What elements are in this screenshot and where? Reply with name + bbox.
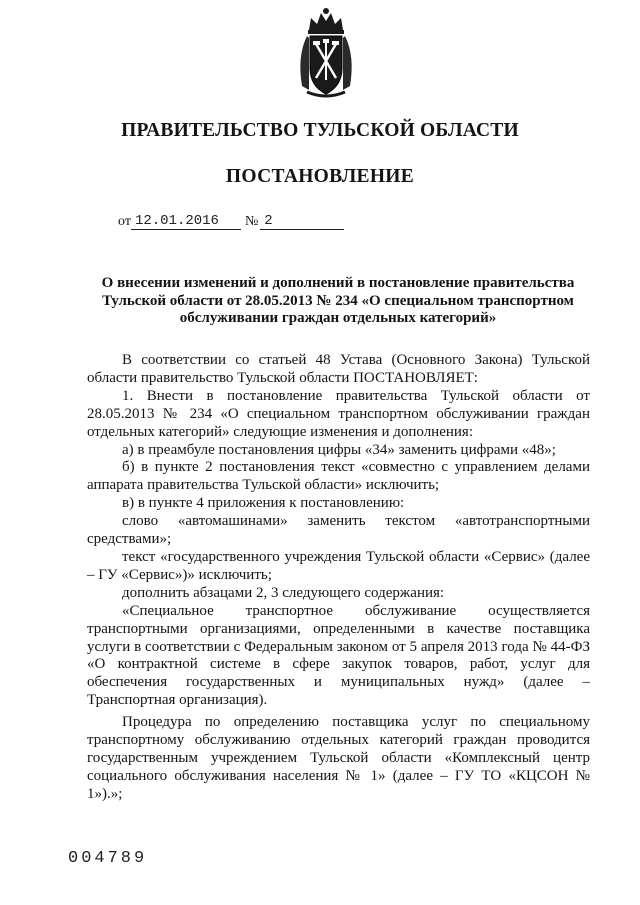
document-number: 2 xyxy=(260,213,344,230)
document-subject: О внесении изменений и дополнений в постановление правительства Тульской области от 28.05.2013 № 234 «О специальном транспортном обслуживании граждан отдельных категорий» xyxy=(101,275,575,326)
body-paragraph: В соответствии со статьей 48 Устава (Основного Закона) Тульской области правительство Тульской области ПОСТАНОВЛЯЕТ: xyxy=(87,352,590,386)
body-paragraph: б) в пункте 2 постановления текст «совместно с управлением делами аппарата правительства Тульской области» исключить; xyxy=(87,459,590,494)
organization-title: ПРАВИТЕЛЬСТВО ТУЛЬСКОЙ ОБЛАСТИ xyxy=(121,120,519,141)
date-number-line xyxy=(118,213,344,230)
body-paragraph: дополнить абзацами 2, 3 следующего содержания: xyxy=(122,584,445,601)
body-paragraph: в) в пункте 4 приложения к постановлению: xyxy=(122,495,405,512)
body-paragraph: «Специальное транспортное обслуживание осуществляется транспортными организациями, определенными в качестве поставщика услуги в соответствии с Федеральным законом от 5 апреля 2013 года № 44-ФЗ «О контрактной системе в сфере закупок товаров, работ, услуг для обеспечения государственных и муниципальных нужд» (далее – Транспортная организация). xyxy=(87,602,590,709)
number-label: № xyxy=(244,214,259,229)
body-paragraph: текст «государственного учреждения Тульской области «Сервис» (далее – ГУ «Сервис»)» исключить; xyxy=(87,548,590,583)
body-paragraph: а) в преамбуле постановления цифры «34» заменить цифрами «48»; xyxy=(122,441,556,458)
document-date: 12.01.2016 xyxy=(131,213,241,230)
from-label: от xyxy=(118,214,131,229)
coat-of-arms-icon xyxy=(293,6,359,100)
serial-number: 004789 xyxy=(68,849,148,868)
body-paragraph: слово «автомашинами» заменить текстом «автотранспортными средствами»; xyxy=(87,513,590,548)
body-paragraph: Процедура по определению поставщика услуг по специальному транспортному обслуживанию отдельных категорий граждан проводится государственным учреждением Тульской области «Комплексный центр социального обслуживания населения № 1» (далее – ГУ ТО «КЦСОН № 1»).»; xyxy=(87,714,590,802)
body-paragraph: 1. Внести в постановление правительства Тульской области от 28.05.2013 № 234 «О специальном транспортном обслуживании граждан отдельных категорий» следующие изменения и дополнения: xyxy=(87,387,590,440)
document-type-title: ПОСТАНОВЛЕНИЕ xyxy=(225,166,415,187)
document-body xyxy=(87,352,590,804)
